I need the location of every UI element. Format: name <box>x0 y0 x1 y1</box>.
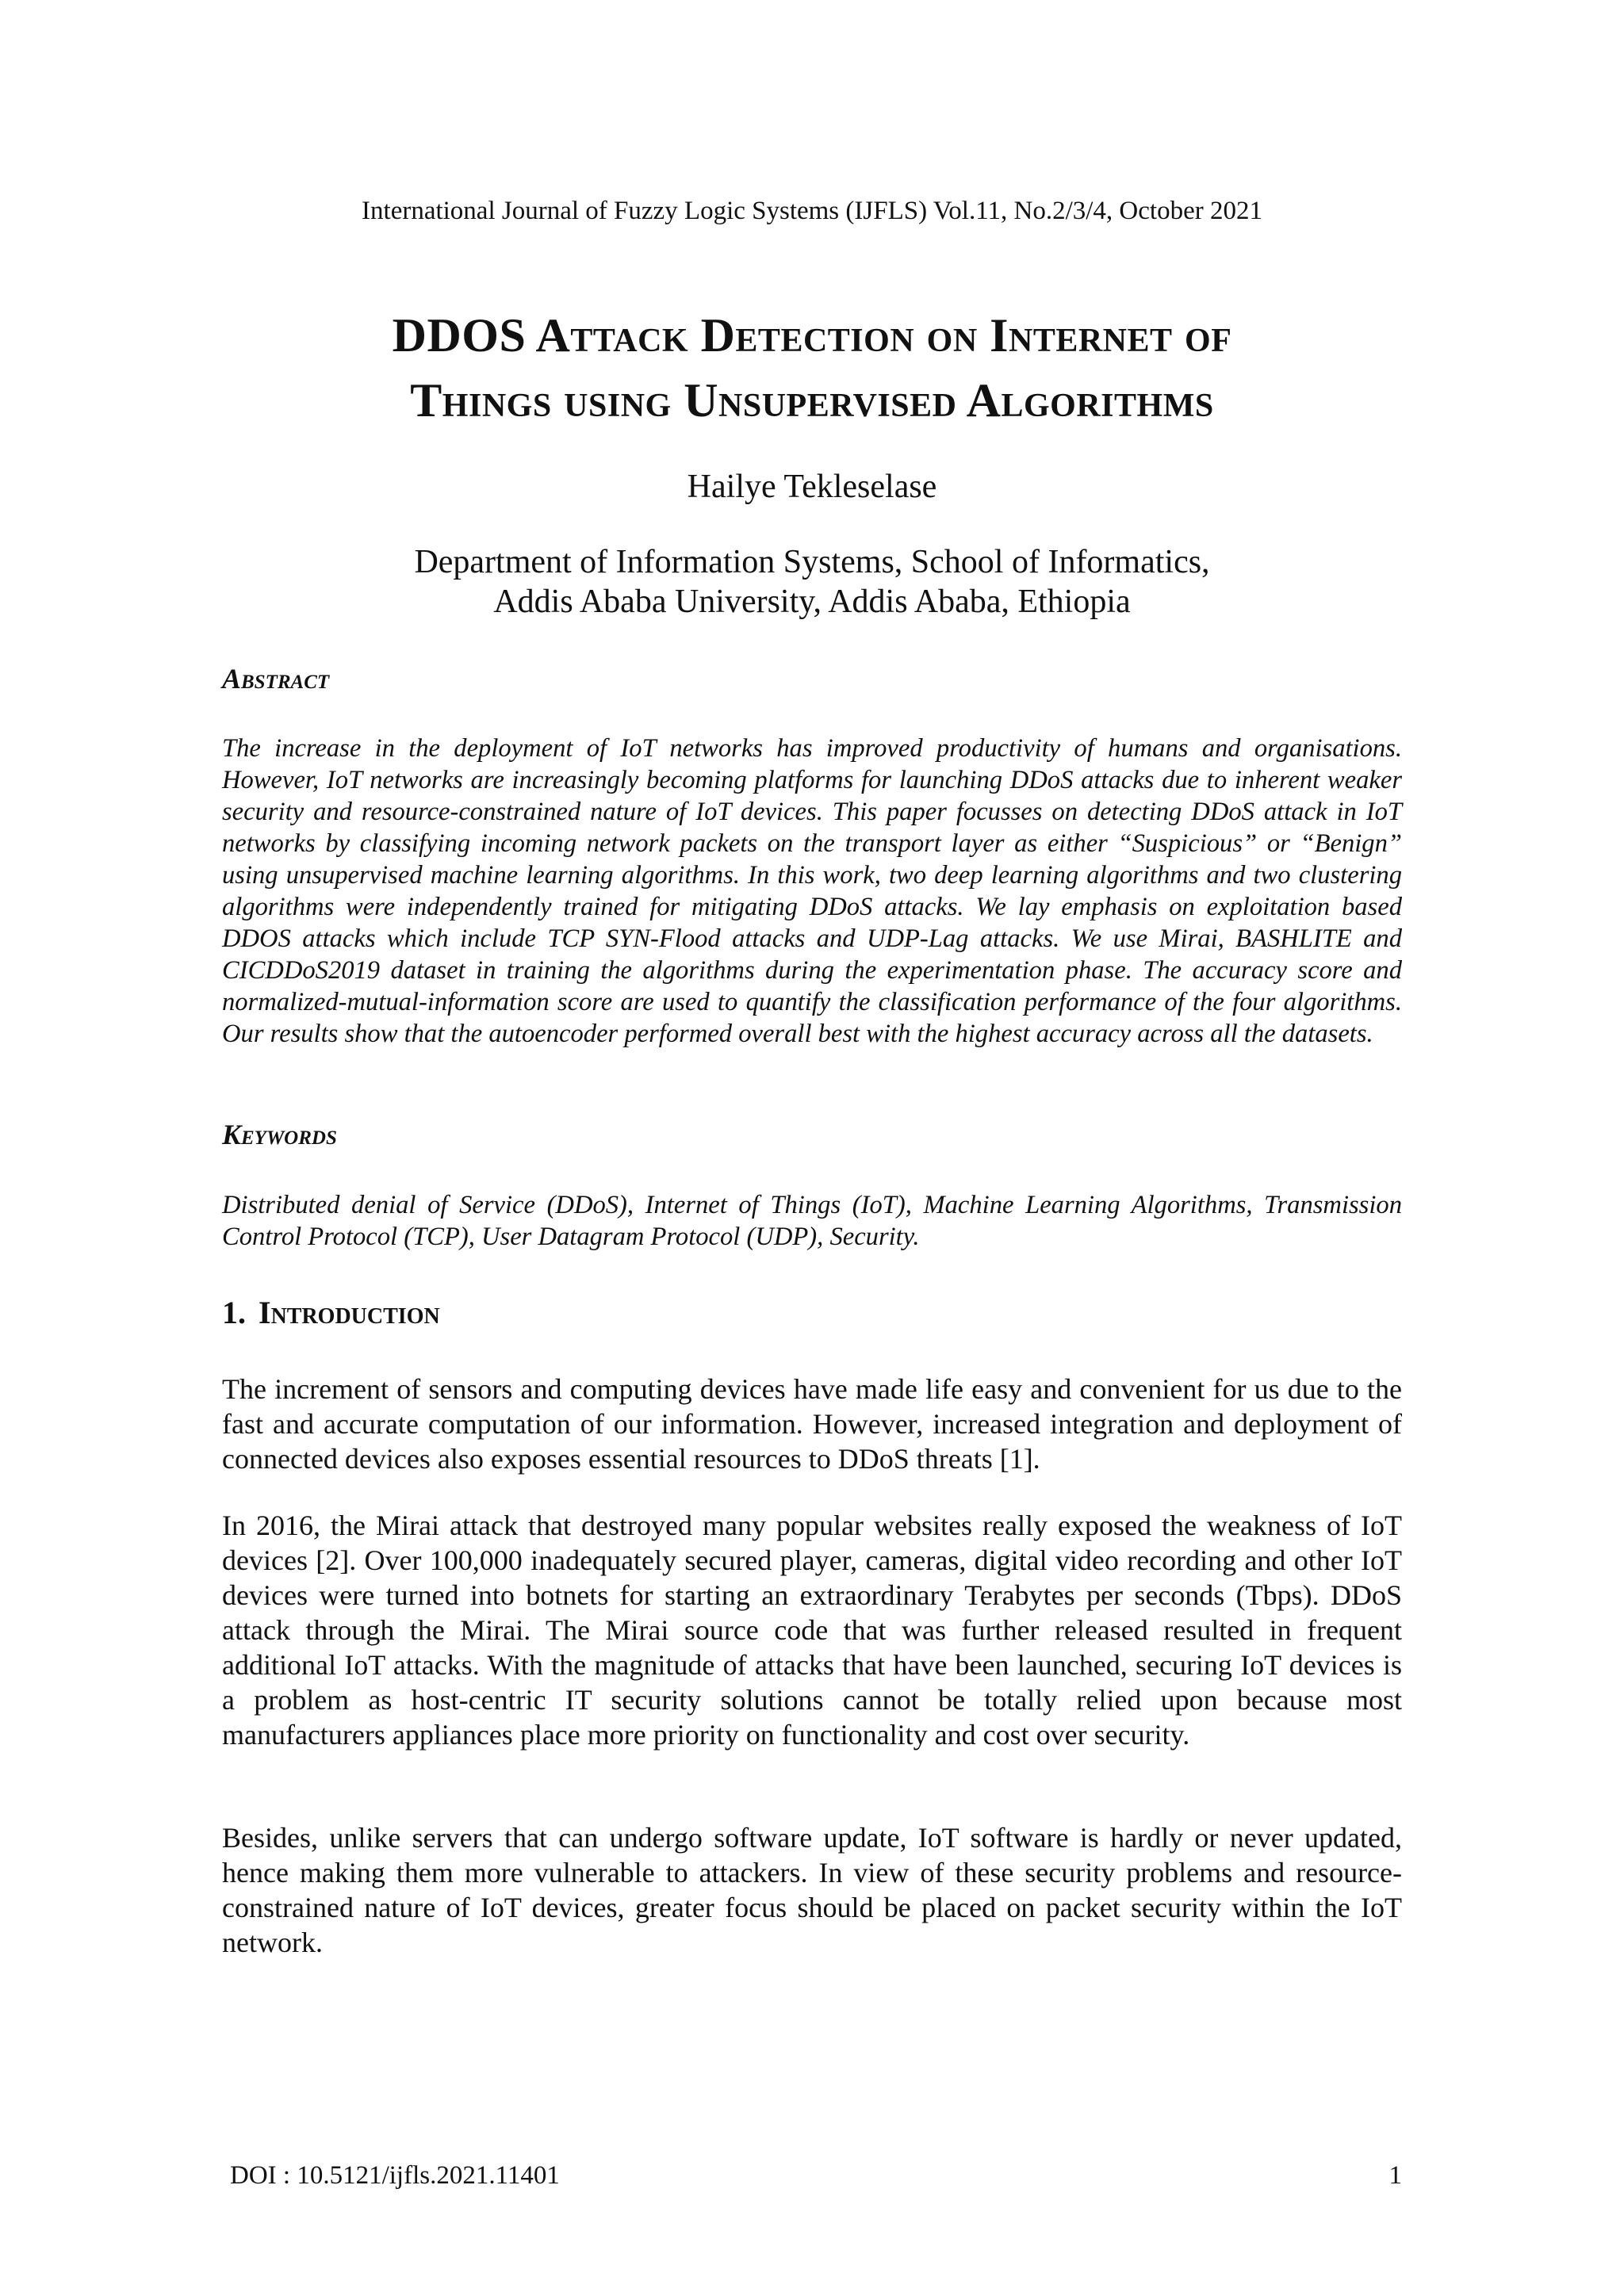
affiliation-line-1: Department of Information Systems, School of Informatics, <box>414 544 1210 580</box>
page-number: 1 <box>1388 2161 1402 2190</box>
abstract-text: The increase in the deployment of IoT networks has improved productivity of humans and organisations. However, IoT networks are increasingly becoming platforms for launching DDoS attacks due to inherent weaker security and resource-constrained nature of IoT devices. This paper focusses on detecting DDoS attack in IoT networks by classifying incoming network packets on the transport layer as either “Suspicious” or “Benign” using unsupervised machine learning algorithms. In this work, two deep learning algorithms and two clustering algorithms were independently trained for mitigating DDoS attacks. We lay emphasis on exploitation based DDOS attacks which include TCP SYN-Flood attacks and UDP-Lag attacks. We use Mirai, BASHLITE and CICDDoS2019 dataset in training the algorithms during the experimentation phase. The accuracy score and normalized-mutual-information score are used to quantify the classification performance of the four algorithms. Our results show that the autoencoder performed overall best with the highest accuracy across all the datasets. <box>222 734 1402 1048</box>
keywords-text: Distributed denial of Service (DDoS), Internet of Things (IoT), Machine Learning Algorithms, Transmission Control Protocol (TCP), User Datagram Protocol (UDP), Security. <box>222 1191 1402 1251</box>
title-line-2: Things using Unsupervised Algorithms <box>410 374 1214 427</box>
section-title: Introduction <box>259 1295 440 1330</box>
keywords-heading: Keywords <box>222 1119 337 1150</box>
intro-paragraph-3: Besides, unlike servers that can undergo software update, IoT software is hardly or never updated, hence making them more vulnerable to attackers. In view of these security problems and resource-constrained nature of IoT devices, greater focus should be placed on packet security within the IoT network. <box>222 1822 1402 1958</box>
title-line-1: DDOS Attack Detection on Internet of <box>392 309 1232 362</box>
intro-paragraph-2: In 2016, the Mirai attack that destroyed many popular websites really exposed the weakness of IoT devices [2]. Over 100,000 inadequately secured player, cameras, digital video recording and other IoT devices were turned into botnets for starting an extraordinary Terabytes per seconds (Tbps). DDoS attack through the Mirai. The Mirai source code that was further released resulted in frequent additional IoT attacks. With the magnitude of attacks that have been launched, securing IoT devices is a problem as host-centric IT security solutions cannot be totally relied upon because most manufacturers appliances place more priority on functionality and cost over security. <box>222 1510 1402 1751</box>
author-name: Hailye Tekleselase <box>687 469 937 505</box>
section-number: 1. <box>222 1295 246 1330</box>
abstract-heading: Abstract <box>222 663 330 695</box>
running-header: International Journal of Fuzzy Logic Systems (IJFLS) Vol.11, No.2/3/4, October 2021 <box>362 197 1262 225</box>
affiliation <box>0 542 1624 622</box>
footer-doi: DOI : 10.5121/ijfls.2021.11401 <box>230 2161 560 2190</box>
intro-paragraph-1: The increment of sensors and computing devices have made life easy and convenient for us due to the fast and accurate computation of our information. However, increased integration and deployment of connected devices also exposes essential resources to DDoS threats [1]. <box>222 1373 1402 1475</box>
paper-title <box>190 303 1434 433</box>
introduction-heading <box>222 1294 440 1332</box>
affiliation-line-2: Addis Ababa University, Addis Ababa, Ethiopia <box>493 584 1131 620</box>
